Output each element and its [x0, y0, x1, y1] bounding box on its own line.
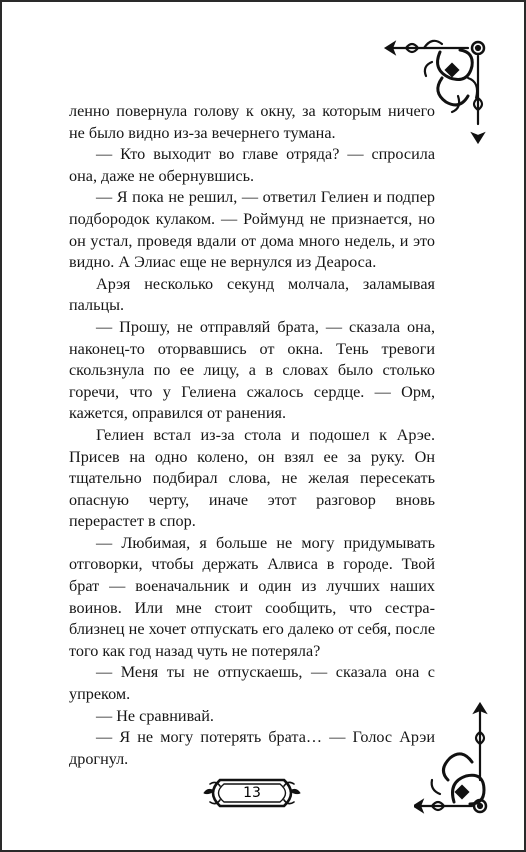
bottom-right-corner-ornament-icon [414, 702, 498, 822]
body-text [69, 101, 435, 770]
page-number: 13 [243, 785, 261, 801]
page-number-cartouche [202, 776, 302, 810]
paragraph-5: — Прошу, не отправляй брата, — сказала она, наконец-то оторвавшись от окна. Тень тревоги скользнула по ее лицу, а в словах было столько горечи, что у Гелиена сжалось сердце. — Орм, кажется, оправился от ранения. [69, 317, 435, 423]
paragraph-1: ленно повернула голову к окну, за которым ничего не было видно из-за вечернего тумана. [69, 102, 435, 142]
paragraph-10: — Я не могу потерять брата… — Голос Арэи дрогнул. [69, 728, 435, 768]
paragraph-8: — Меня ты не отпускаешь, — сказала она с упреком. [69, 663, 435, 704]
paragraph-7: — Любимая, я больше не могу придумывать отговорки, чтобы держать Алвиса в городе. Твой брат — военачальник и один из лучших наших воинов. Или мне стоит сообщить, что сестра-близнец не хочет отпускать его далеко от себя, после того как год назад чуть не потеряла? [69, 533, 435, 660]
paragraph-6: Гелиен встал из-за стола и подошел к Арэе. Присев на одно колено, он взял ее за руку. Он тщательно подбирал слова, не желая пересекать опасную черту, иначе этот разговор вновь перерастет в спор. [69, 425, 435, 531]
paragraph-4: Арэя несколько секунд молчала, заламывая пальцы. [69, 274, 435, 315]
paragraph-3: — Я пока не решил, — ответил Гелиен и подпер подбородок кулаком. — Роймунд не признается, но он устал, проведя вдали от дома много недель, и это видно. А Элиас еще не вернулся из Деароса. [69, 188, 435, 272]
paragraph-9: — Не сравнивай. [96, 706, 214, 725]
paragraph-2: — Кто выходит во главе отряда? — спросила она, даже не обернувшись. [69, 145, 435, 185]
